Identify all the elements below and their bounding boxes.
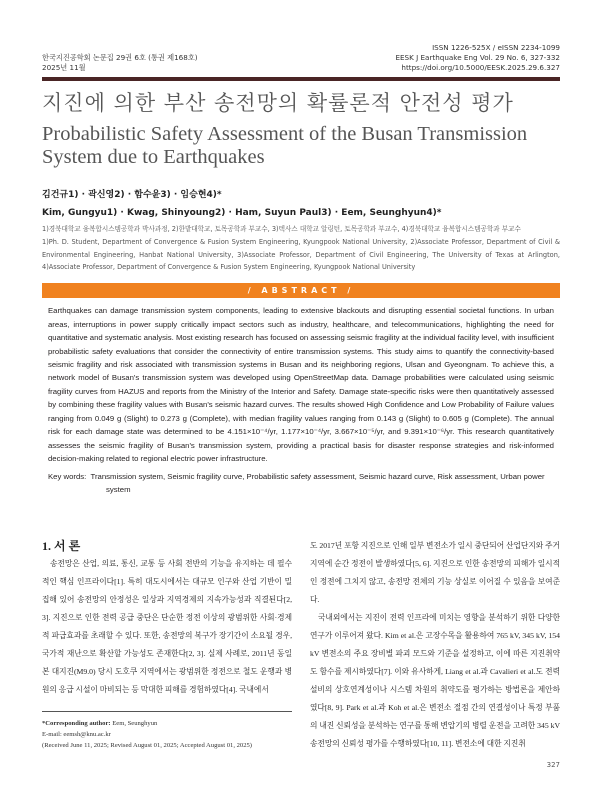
title-korean: 지진에 의한 부산 송전망의 확률론적 안전성 평가	[42, 91, 514, 115]
authors-english: Kim, Gungyu1) · Kwag, Shinyoung2) · Ham, Suyun Paul3) · Eem, Seunghyun4)*	[42, 208, 442, 218]
journal-info-en	[395, 43, 560, 73]
issn: ISSN 1226-525X / eISSN 2234-1099	[432, 43, 560, 52]
authors-korean: 김건규1) · 곽신영2) · 함수윤3) · 임승현4)*	[42, 190, 222, 200]
footnote-rule	[42, 711, 292, 712]
issue-date: 2025년 11월	[42, 63, 86, 72]
journal-header	[42, 43, 560, 73]
journal-name-en: EESK J Earthquake Eng Vol. 29 No. 6, 327-332	[395, 53, 560, 62]
corresponding-email: E-mail: eemsh@knu.ac.kr	[42, 730, 111, 738]
corresponding-label: *Corresponding author:	[42, 719, 111, 727]
abstract-banner: / ABSTRACT /	[42, 283, 560, 298]
keywords-label: Key words:	[48, 471, 87, 481]
affiliations-korean: 1)경북대학교 융복합시스템공학과 박사과정, 2)한밭대학교, 토목공학과 부교수, 3)텍사스 대학교 알링턴, 토목공학과 부교수, 4)경북대학교 융복합시스템공학과 부교수	[42, 225, 521, 233]
paragraph: 도 2017년 포항 지진으로 인해 일부 변전소가 일시 중단되어 산업단지와 주거지역에 순간 정전이 발생하였다[5, 6]. 지진으로 인한 송전망의 피해가 일시적인 정전에 그치지 않고, 송전망 전체의 기능 상실로 이어질 수 있음을 보여준다.	[310, 540, 560, 604]
body-columns	[42, 537, 560, 753]
right-column	[310, 537, 560, 753]
keywords	[48, 470, 554, 497]
paragraph: 송전망은 산업, 의료, 통신, 교통 등 사회 전반의 기능을 유지하는 데 필수적인 핵심 인프라이다[1]. 특히 대도시에서는 대규모 인구와 산업 기반이 밀집해 있어 송전망의 안정성은 일상과 지역경제의 지속가능성과 직결된다[2, 3]. 지진으로 인한 전력 공급 중단은 단순한 정전 이상의 광범위한 사회·경제적 파급효과를 초래할 수 있다. 또한, 송전망의 복구가 장기간이 소요될 경우, 국가적 재난으로 확산할 가능성도 존재한다[2, 3]. 실제 사례로, 2011년 동일본 대지진(M9.0) 당시 도호쿠 지역에서는 광범위한 정전으로 철도 운행과 병원의 응급 시설이 마비되는 등 막대한 피해를 경험하였다[4]. 국내에서	[42, 558, 292, 694]
affiliations-english: 1)Ph. D. Student, Department of Convergence & Fusion System Engineering, Kyungpook National University, 2)Associate Professor, Department of Civil & Environmental Engineering, Hanbat National University, 3)Associate Professor, Department of Civil Engineering, The University of Texas at Arlington, 4)Associate Professor, Department of Convergence & Fusion System Engineering, Kyungpook National University	[42, 238, 560, 271]
paragraph: 국내외에서는 지진이 전력 인프라에 미치는 영향을 분석하기 위한 다양한 연구가 이루어져 왔다. Kim et al.은 고장수목을 활용하여 765 kV, 345 kV, 154 kV 변전소의 주요 장비별 파괴 모드와 기준을 설정하고, 이에 따른 지진취약도 함수를 제시하였다[7]. 이와 유사하게, Liang et al.과 Cavalieri et al.도 전력설비의 상호연계성이나 시스템 차원의 취약도를 평가하는 방법론을 제안하였다[8, 9]. Park et al.과 Koh et al.은 변전소 절점 간의 연결성이나 특정 부품의 내진 신뢰성을 분석하는 연구를 통해 변압기의 병렬 운전을 고려한 345 kV 송전망의 신뢰성 평가를 수행하였다[10, 11]. 변전소에 대한 지진취	[310, 612, 561, 748]
doi-link[interactable]: https://doi.org/10.5000/EESK.2025.29.6.327	[401, 63, 560, 72]
title-english: Probabilistic Safety Assessment of the Busan Transmission System due to Earthquakes	[42, 123, 528, 168]
page-number: 327	[546, 760, 560, 769]
corresponding-name: Eem, Seunghyun	[112, 719, 158, 727]
journal-info-kr	[42, 53, 198, 73]
header-rule	[42, 77, 560, 81]
footnote	[42, 718, 292, 751]
received-dates: (Received June 11, 2025; Revised August 01, 2025; Accepted August 01, 2025)	[42, 741, 252, 749]
abstract-text: Earthquakes can damage transmission system components, leading to extensive blackouts and disrupting essential societal functions. In urban areas, interruptions in power supply critically impact sectors such as industry, healthcare, and telecommunications, highlighting the need for quantitative and systematic analysis. Most existing research has focused on assessing seismic fragility at the individual facility level, with insufficient probabilistic safety evaluations that consider the connectivity of entire transmission systems. This study aims to quantify the connectivity-based seismic fragility and risk associated with transmission systems in Busan and its neighboring regions, Ulsan and Gyeongnam. To achieve this, a network model of Busan's transmission system was developed using OpenStreetMap data. Damage probabilities were calculated using seismic fragility curves from HAZUS and reports from the Ministry of the Interior and Safety. Damage state-specific risks were then quantitatively assessed by combining these fragility values with Busan's seismic hazard curves. The results showed High Confidence and Low Probability of Failure values ranging from 0.049 g (Slight) to 0.273 g (Complete), with median fragility values ranging from 0.143 g (Slight) to 0.605 g (Complete). The annual risk for each damage state was determined to be 4.151×10⁻⁴/yr, 1.177×10⁻⁴/yr, 3.667×10⁻⁵/yr, and 9.391×10⁻⁶/yr. This research quantitatively assesses the seismic fragility of Busan's transmission system, providing a practical basis for disaster response strategies and risk-informed decision-making related to regional electric power infrastructure.	[48, 306, 554, 464]
left-column	[42, 537, 292, 753]
section-heading-introduction: 1. 서 론	[42, 538, 81, 553]
keywords-list: Transmission system, Seismic fragility curve, Probabilistic safety assessment, Seismic hazard curve, Risk assessment, Urban power system	[90, 471, 545, 495]
journal-name-kr: 한국지진공학회 논문집 29권 6호 (통권 제168호)	[42, 53, 198, 62]
